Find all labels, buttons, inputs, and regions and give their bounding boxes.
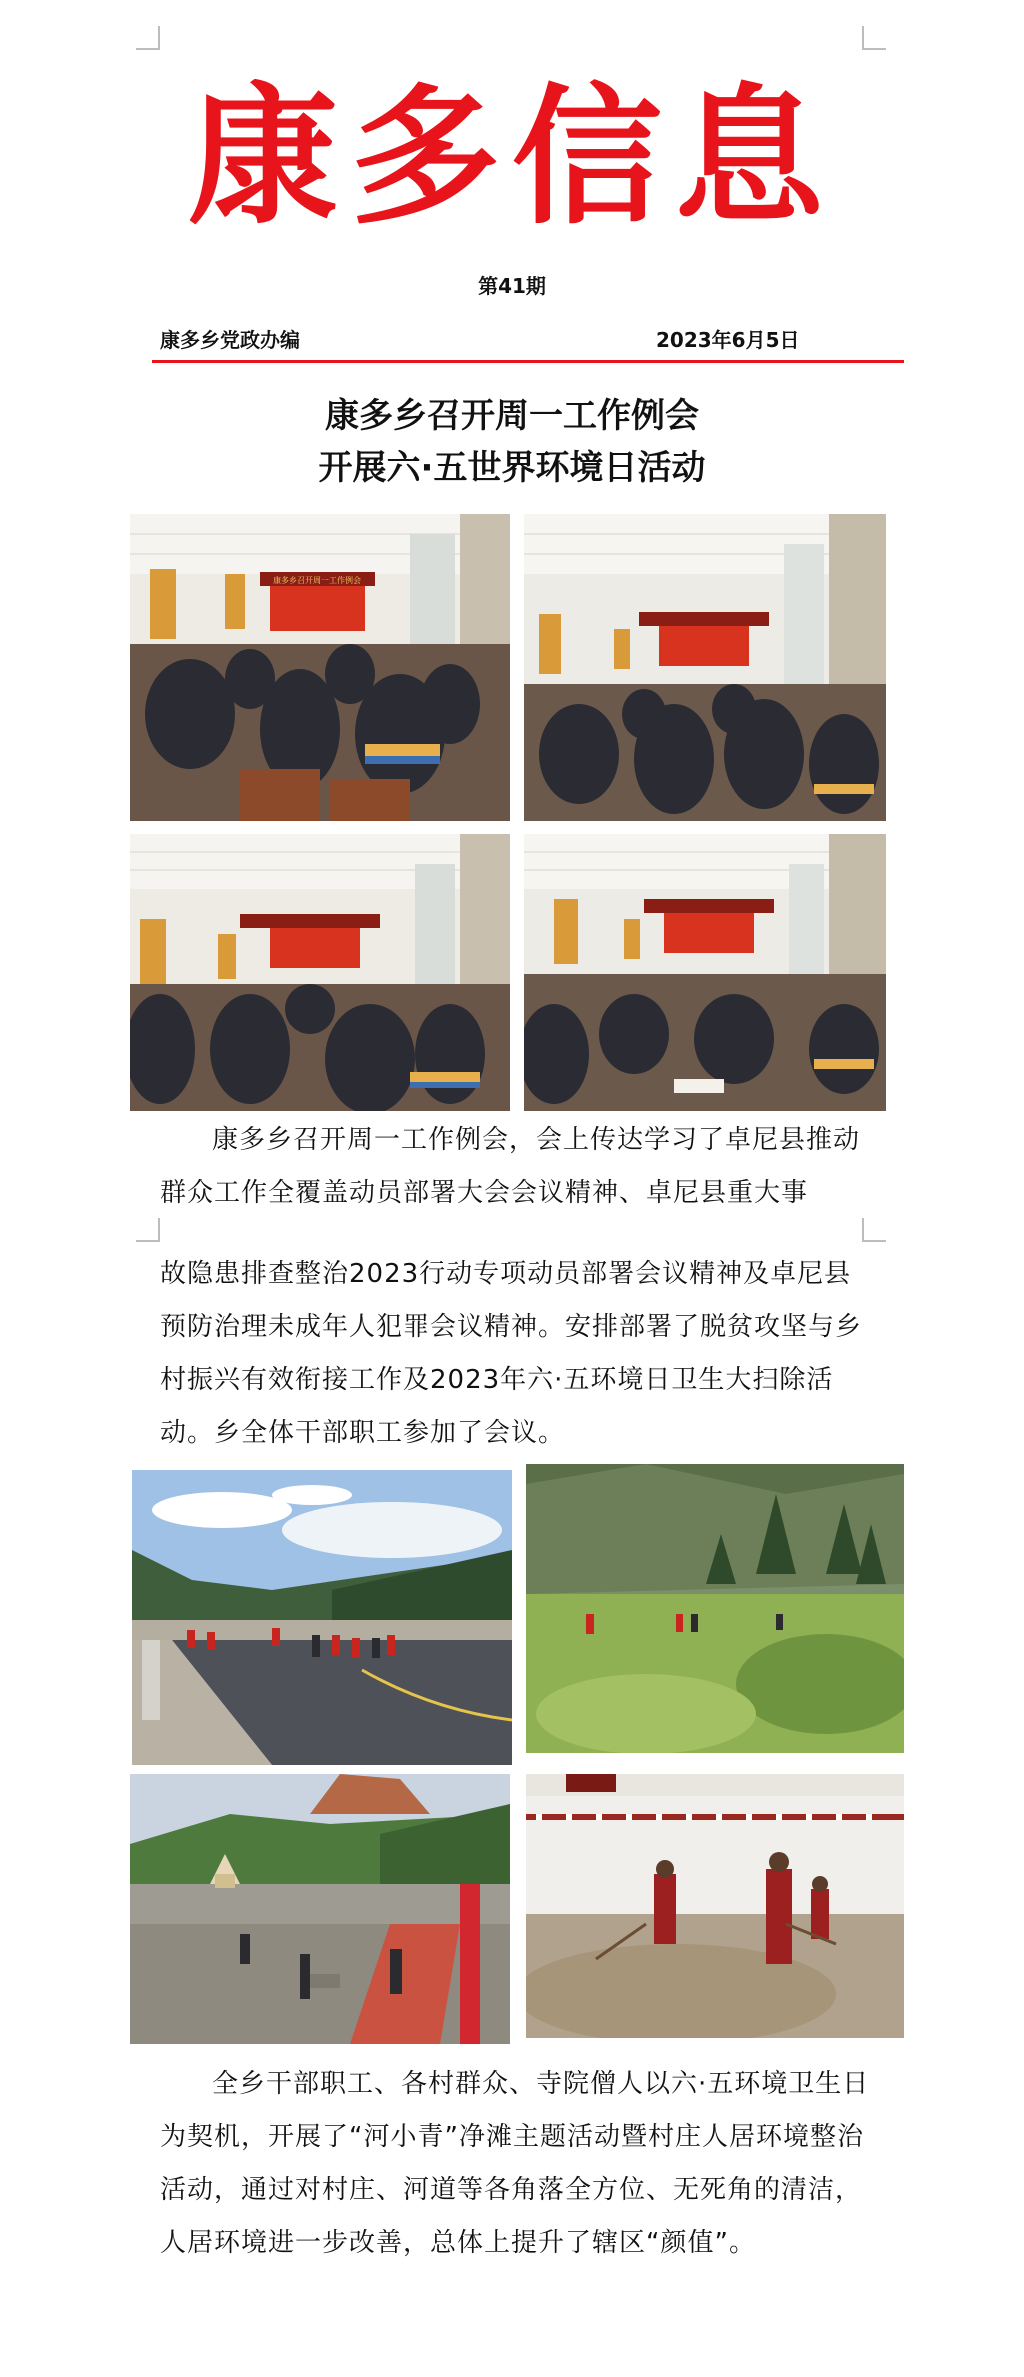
paragraph-meeting-summary: 康多乡召开周一工作例会，会上传达学习了卓尼县推动群众工作全覆盖动员部署大会会议精神、卓尼县重大事: [160, 1125, 861, 1208]
meeting-photo-1: [130, 514, 510, 821]
meeting-banner-text: 康多乡召开周一工作例会: [273, 576, 361, 585]
meeting-photo-2: [524, 514, 886, 821]
cleanup-photo-meadow: [526, 1464, 904, 1753]
crop-mark-mid-left: [136, 1218, 160, 1242]
header-rule: [152, 360, 904, 363]
crop-mark-mid-right: [862, 1218, 886, 1242]
meeting-photo-4: [524, 834, 886, 1111]
issue-number: 第41期: [478, 274, 546, 298]
cleanup-photo-monks: [526, 1774, 904, 2038]
crop-mark-top-right: [862, 26, 886, 50]
paragraph-meeting-summary-continued: 故隐患排查整治2023行动专项动员部署会议精神及卓尼县预防治理未成年人犯罪会议精神。安排部署了脱贫攻坚与乡村振兴有效衔接工作及2023年六·五环境日卫生大扫除活动。乡全体干部职工参加了会议。: [160, 1259, 863, 1448]
headline-line-2: 开展六·五世界环境日活动: [318, 448, 706, 488]
publish-date: 2023年6月5日: [656, 328, 800, 352]
article-headline: [0, 390, 1024, 494]
cleanup-photo-road: [132, 1470, 512, 1765]
headline-line-1: 康多乡召开周一工作例会: [325, 396, 699, 436]
masthead-title: 康多信息: [187, 71, 836, 245]
paragraph-cleanup-activity: 全乡干部职工、各村群众、寺院僧人以六·五环境卫生日为契机，开展了“河小青”净滩主题活动暨村庄人居环境整治活动，通过对村庄、河道等各角落全方位、无死角的清洁，人居环境进一步改善，总体上提升了辖区“颜值”。: [160, 2069, 870, 2258]
meeting-photo-3: [130, 834, 510, 1111]
cleanup-photo-village: [130, 1774, 510, 2044]
crop-mark-top-left: [136, 26, 160, 50]
publisher: 康多乡党政办编: [160, 328, 300, 352]
